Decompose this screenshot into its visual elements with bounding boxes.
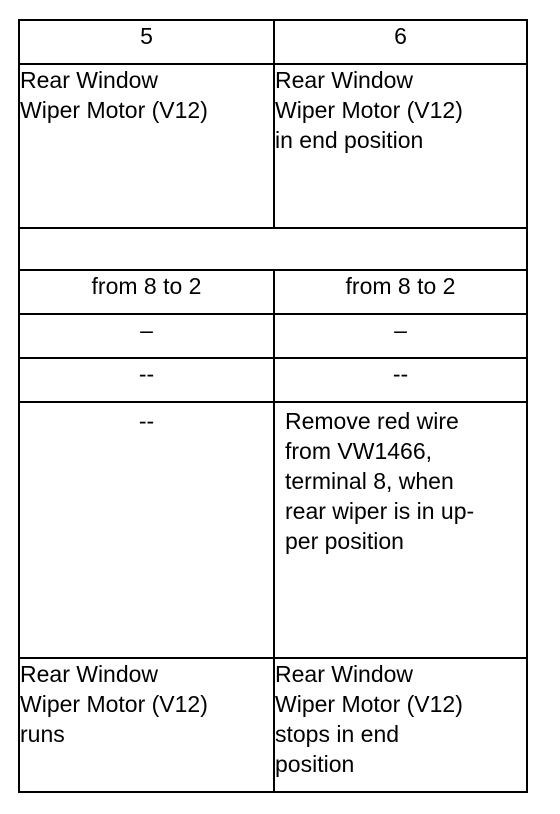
cell-component-6 bbox=[274, 64, 527, 228]
cell-instruction-5: -- bbox=[19, 402, 274, 658]
cell-dash-6: – bbox=[274, 314, 527, 358]
table-row-dash-1 bbox=[19, 314, 527, 358]
cell-text: Rear Window Wiper Motor (V12) stops in end position bbox=[275, 661, 463, 777]
cell-text: Remove red wire from VW1466, terminal 8, when rear wiper is in up- per position bbox=[285, 408, 475, 554]
cell-result-5 bbox=[19, 658, 274, 792]
cell-result-6 bbox=[274, 658, 527, 792]
wiring-test-table bbox=[18, 19, 528, 793]
table-row-dash-2 bbox=[19, 358, 527, 402]
cell-text: Rear Window Wiper Motor (V12) bbox=[20, 67, 208, 123]
cell-instruction-6 bbox=[274, 402, 527, 658]
cell-text: Rear Window Wiper Motor (V12) in end position bbox=[275, 67, 463, 153]
column-header-6: 6 bbox=[274, 20, 527, 64]
cell-terminals-6: from 8 to 2 bbox=[274, 270, 527, 314]
table-row-instructions bbox=[19, 402, 527, 658]
cell-text: Rear Window Wiper Motor (V12) runs bbox=[20, 661, 208, 747]
table-row-component bbox=[19, 64, 527, 228]
table-row-terminals bbox=[19, 270, 527, 314]
table-row-result bbox=[19, 658, 527, 792]
table-row-blank bbox=[19, 228, 527, 270]
cell-dash2-5: -- bbox=[19, 358, 274, 402]
cell-terminals-5: from 8 to 2 bbox=[19, 270, 274, 314]
column-header-5: 5 bbox=[19, 20, 274, 64]
cell-component-5 bbox=[19, 64, 274, 228]
cell-dash-5: – bbox=[19, 314, 274, 358]
table-header-row bbox=[19, 20, 527, 64]
cell-blank-spanning bbox=[19, 228, 527, 270]
cell-dash2-6: -- bbox=[274, 358, 527, 402]
